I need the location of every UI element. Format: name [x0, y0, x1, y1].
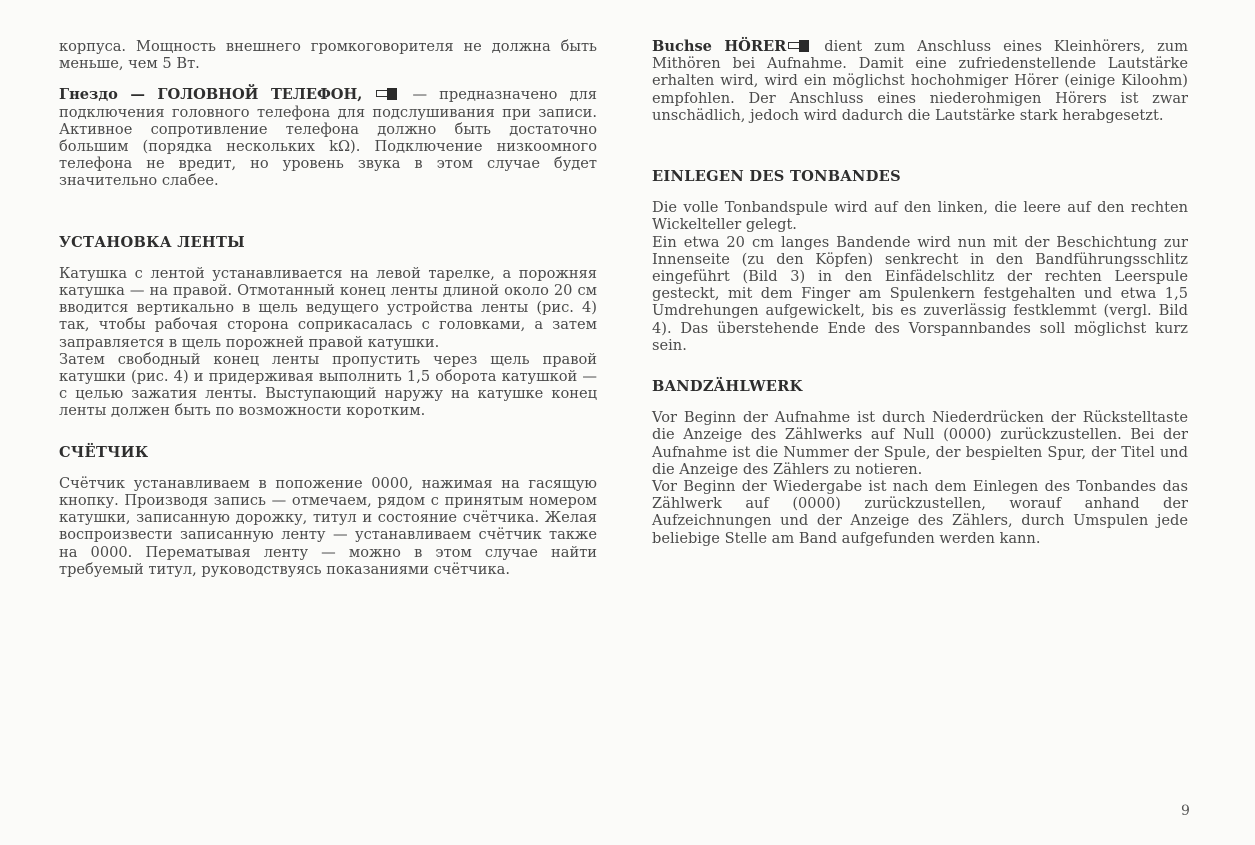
- headphone-socket-lead: Гнездо — ГОЛОВНОЙ ТЕЛЕФОН,: [59, 86, 363, 104]
- heading-bandzaehlwerk: BANDZÄHLWERK: [652, 378, 803, 396]
- heading-tape-installation: УСТАНОВКА ЛЕНТЫ: [59, 233, 245, 251]
- paragraph-einlegen-1: Die volle Tonbandspule wird auf den linken, die leere auf den rechten Wickelteller gelegt.: [652, 199, 1188, 234]
- paragraph-bandzaehlwerk-1: Vor Beginn der Aufnahme ist durch Niederdrücken der Rückstelltaste die Anzeige des Zählwerks auf Null (0000) zurückzustellen. Bei der Aufnahme ist die Nummer der Spule, der bespielten Spur, der Titel und die Anzeige des Zählers zu notieren.: [652, 409, 1188, 478]
- heading-counter: СЧЁТЧИК: [59, 443, 149, 461]
- paragraph-bandzaehlwerk-2: Vor Beginn der Wiedergabe ist nach dem Einlegen des Tonbandes das Zählwerk auf (0000) zurückzustellen, worauf anhand der Aufzeichnungen und der Anzeige des Zählers, durch Umspulen jede beliebige Stelle am Band aufgefunden werden kann.: [652, 478, 1188, 547]
- paragraph-einlegen-2: Ein etwa 20 cm langes Bandende wird nun mit der Beschichtung zur Innenseite (zu den Köpfen) senkrecht in den Bandführungsschlitz eingeführt (Bild 3) in den Einfädelschlitz der rechten Leerspule gesteckt, mit dem Finger am Spulenkern festgehalten und etwa 1,5 Umdrehungen aufgewickelt, bis es zuverlässig festklemmt (vergl. Bild 4). Das überstehende Ende des Vorspannbandes soll möglichst kurz sein.: [652, 233, 1188, 354]
- paragraph-counter: Счётчик устанавливаем в попожение 0000, нажимая на гасящую кнопку. Производя запись — отмечаем, рядом с принятым номером катушки, записанную дорожку, титул и состояние счётчика. Желая воспроизвести записанную ленту — устанавливаем счётчик также на 0000. Перематывая ленту — можно в этом случае найти требуемый титул, руководствуясь показаниями счётчика.: [59, 474, 597, 578]
- headphone-jack-icon: [376, 88, 398, 100]
- right-column-german: [652, 38, 1188, 547]
- paragraph-headphone-socket: [59, 86, 597, 189]
- headphone-socket-text: — предназначено для подключения головного телефона для подслушивания при записи. Активное сопротивление телефона должно быть достаточно большим (порядка нескольких kΩ). Подключение низкоомного телефона не вредит, но уровень звука в этом случае будет значительно слабее.: [59, 86, 597, 190]
- headphone-jack-icon: [788, 40, 810, 52]
- heading-einlegen-tonband: EINLEGEN DES TONBANDES: [652, 168, 901, 186]
- hoerer-socket-text: dient zum Anschluss eines Kleinhörers, zum Mithören bei Aufnahme. Damit eine zufriedenstellende Lautstärke erhalten wird, wird ein möglichst hochohmiger Hörer (einige Kiloohm) empfohlen. Der Anschluss eines niederohmigen Hörers ist zwar unschädlich, jedoch wird dadurch die Lautstärke stark herabgesetzt.: [652, 38, 1189, 124]
- paragraph-speaker-power: корпуса. Мощность внешнего громкоговорителя не должна быть меньше, чем 5 Вт.: [59, 38, 597, 73]
- left-column-russian: [59, 38, 597, 578]
- hoerer-socket-lead: Buchse HÖRER: [652, 38, 787, 55]
- paragraph-hoerer-socket: [652, 38, 1188, 124]
- page-number: 9: [1181, 803, 1190, 819]
- paragraph-tape-install-2: Затем свободный конец ленты пропустить через щель правой катушки (рис. 4) и придерживая выполнить 1,5 оборота катушкой — с целью зажатия ленты. Выступающий наружу на катушке конец ленты должен быть по возможности коротким.: [59, 350, 597, 420]
- paragraph-tape-install-1: Катушка с лентой устанавливается на левой тарелке, а порожняя катушка — на правой. Отмотанный конец ленты длиной около 20 см вводится вертикально в щель ведущего устройства ленты (рис. 4) так, чтобы рабочая сторона соприкасалась с головками, а затем заправляется в щель порожней правой катушки.: [59, 264, 597, 351]
